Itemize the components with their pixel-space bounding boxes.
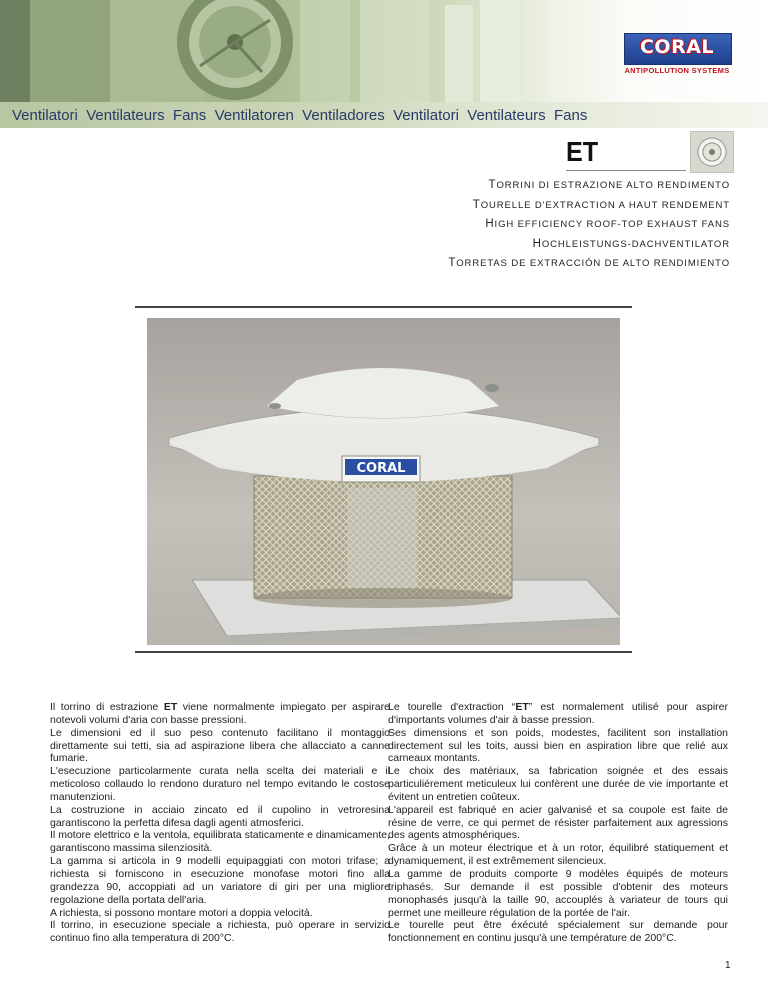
- model-title: ET: [566, 136, 599, 167]
- subtitle-en: HIGH EFFICIENCY ROOF-TOP EXHAUST FANS: [485, 218, 730, 230]
- header-banner: [0, 0, 768, 102]
- brand-logo: [624, 33, 730, 77]
- subtitle-fr: TOURELLE D'EXTRACTION A HAUT RENDEMENT: [472, 198, 730, 211]
- subtitle-de: HOCHLEISTUNGS-DACHVENTILATOR: [532, 237, 730, 250]
- paragraph: L'esecuzione particolarmente curata nella scelta dei materiali e il meticoloso collaudo lo rendono duraturo nel tempo evitando le costose manutenzioni.: [50, 765, 390, 803]
- paragraph: A richiesta, si possono montare motori a doppia velocità.: [50, 906, 313, 919]
- paragraph: Grâce à un moteur électrique et à un rotor, équilibré statiquement et dynamiquement, il est extrêmement silencieux.: [388, 842, 728, 868]
- description-italian: [50, 701, 390, 945]
- paragraph: La costruzione in acciaio zincato ed il cupolino in vetroresina garantiscono la perfetta difesa dagli agenti atmosferici.: [50, 803, 390, 829]
- languages-line: Ventilatori Ventilateurs Fans Ventilatoren Ventiladores Ventilatori Ventilateurs Fans: [12, 107, 588, 124]
- logo-tagline: ANTIPOLLUTION SYSTEMS: [624, 66, 730, 75]
- paragraph: Le dimensioni ed il suo peso contenuto facilitano il montaggio direttamente sui tetti, sia ad aspirazione libera che allacciato a canne fumarie.: [50, 726, 390, 765]
- subtitle-it: TORRINI DI ESTRAZIONE ALTO RENDIMENTO: [488, 179, 730, 191]
- subtitles: [448, 176, 730, 274]
- paragraph: Le tourelle d'extraction “ET” est normalement utilisé pour aspirer d'importants volumes d'air à basse pression.: [388, 701, 729, 726]
- subtitle-es: TORRETAS DE EXTRACCIÓN DE ALTO RENDIMIENTO: [448, 257, 730, 269]
- roof-top-exhaust-fan-photo: [147, 318, 620, 645]
- logo-name: CORAL: [639, 36, 715, 58]
- languages-bar: [0, 102, 768, 128]
- photo-rule-top: [135, 306, 632, 308]
- model-underline: [566, 170, 686, 171]
- paragraph: Il motore elettrico e la ventola, equilibrata staticamente e dinamicamente, garantiscono massima silenziosità.: [50, 829, 390, 855]
- paragraph: L'appareil est fabriqué en acier galvanisé et sa coupole est faite de résine de verre, ce qui permet de résister parfaitement aux agressions des agents atmosphériques.: [388, 803, 728, 842]
- paragraph: Le tourelle peut être éxécuté spécialement sur demande pour fonctionnement en continu jusqu'à une température de 200°C.: [388, 919, 728, 945]
- paragraph: Ses dimensions et son poids, modestes, facilitent son installation directement sul les toits, aussi bien en aspiration libre que relié aux carneaux montants.: [388, 726, 728, 765]
- page-number: 1: [725, 960, 731, 971]
- description-french: [388, 701, 728, 945]
- paragraph: Il torrino, in esecuzione speciale a richiesta, può operare in servizio continuo fino alla temperatura di 200°C.: [50, 919, 390, 945]
- paragraph: La gamme de produits comporte 9 modèles équipés de moteurs triphasés. Sur demande il est possible d'obtenir des moteurs monophasés jusqu'à la taille 90, accouplés à variateur de tours qui permet une meilleure régulation de la portée de l'air.: [388, 867, 728, 919]
- fan-label-logo: CORAL: [356, 461, 406, 476]
- paragraph: Il torrino di estrazione ET viene normalmente impiegato per aspirare notevoli volumi d'aria con basse pressioni.: [50, 701, 390, 726]
- photo-rule-bottom: [135, 651, 632, 653]
- paragraph: La gamma si articola in 9 modelli equipaggiati con motori trifase; a richiesta si forniscono in esecuzione monofase motori fino alla grandezza 90, accoppiati ad un variatore di giri per una migliore regolazione della portata dell'aria.: [50, 855, 390, 906]
- fan-thumbnail-icon: [690, 131, 734, 173]
- paragraph: Le choix des matériaux, sa fabrication soignée et des essais particuliérement meticuleux lui confèrent une durée de vie importante et évitent un entretien coûteux.: [388, 765, 728, 803]
